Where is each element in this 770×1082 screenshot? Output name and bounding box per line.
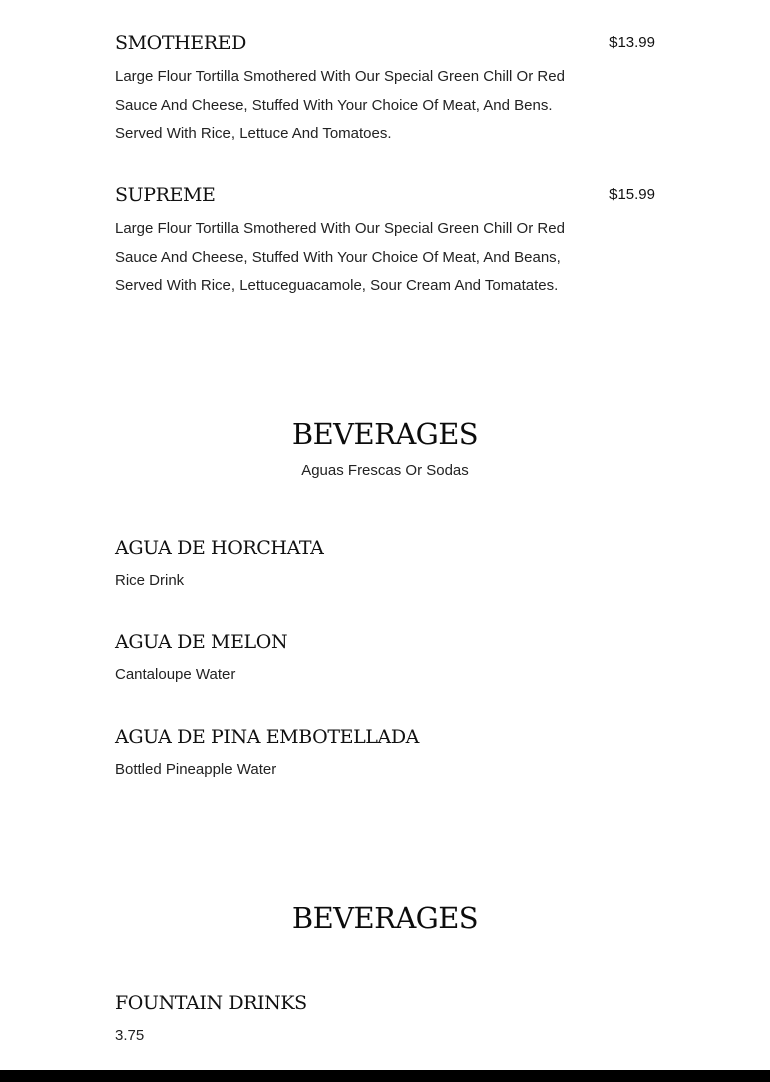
section-subtitle: Aguas Frescas Or Sodas xyxy=(301,462,469,479)
item-description: Large Flour Tortilla Smothered With Our Special Green Chill Or Red Sauce And Cheese, Stuffed With Your Choice Of Meat, And Bens. Served With Rice, Lettuce And Tomatoes. xyxy=(115,68,565,142)
menu-item-agua-de-pina-embotellada xyxy=(115,725,655,781)
menu-item-supreme xyxy=(115,183,655,301)
footer-bar xyxy=(0,1070,770,1082)
section-title-beverages: BEVERAGES xyxy=(291,417,479,451)
item-price: $15.99 xyxy=(609,186,655,203)
item-description: Cantaloupe Water xyxy=(115,666,236,683)
item-name: FOUNTAIN DRINKS xyxy=(115,992,307,1014)
item-description: Rice Drink xyxy=(115,572,185,589)
item-name: AGUA DE PINA EMBOTELLADA xyxy=(115,726,419,748)
menu-item-smothered xyxy=(115,31,655,149)
section-title-beverages: BEVERAGES xyxy=(291,901,479,935)
item-name: AGUA DE MELON xyxy=(115,631,288,653)
menu-item-agua-de-melon xyxy=(115,630,655,686)
item-price: $13.99 xyxy=(609,34,655,51)
item-description: 3.75 xyxy=(115,1027,145,1044)
item-description: Bottled Pineapple Water xyxy=(115,761,277,778)
item-name: SMOTHERED xyxy=(115,32,246,54)
item-name: SUPREME xyxy=(115,184,216,206)
item-name: AGUA DE HORCHATA xyxy=(115,537,324,559)
menu-item-agua-de-horchata xyxy=(115,536,655,592)
item-description: Large Flour Tortilla Smothered With Our Special Green Chill Or Red Sauce And Cheese, Stuffed With Your Choice Of Meat, And Beans, Served With Rice, Lettuceguacamole, Sour Cream And Tomatates. xyxy=(115,220,565,294)
menu-item-fountain-drinks xyxy=(115,991,655,1047)
